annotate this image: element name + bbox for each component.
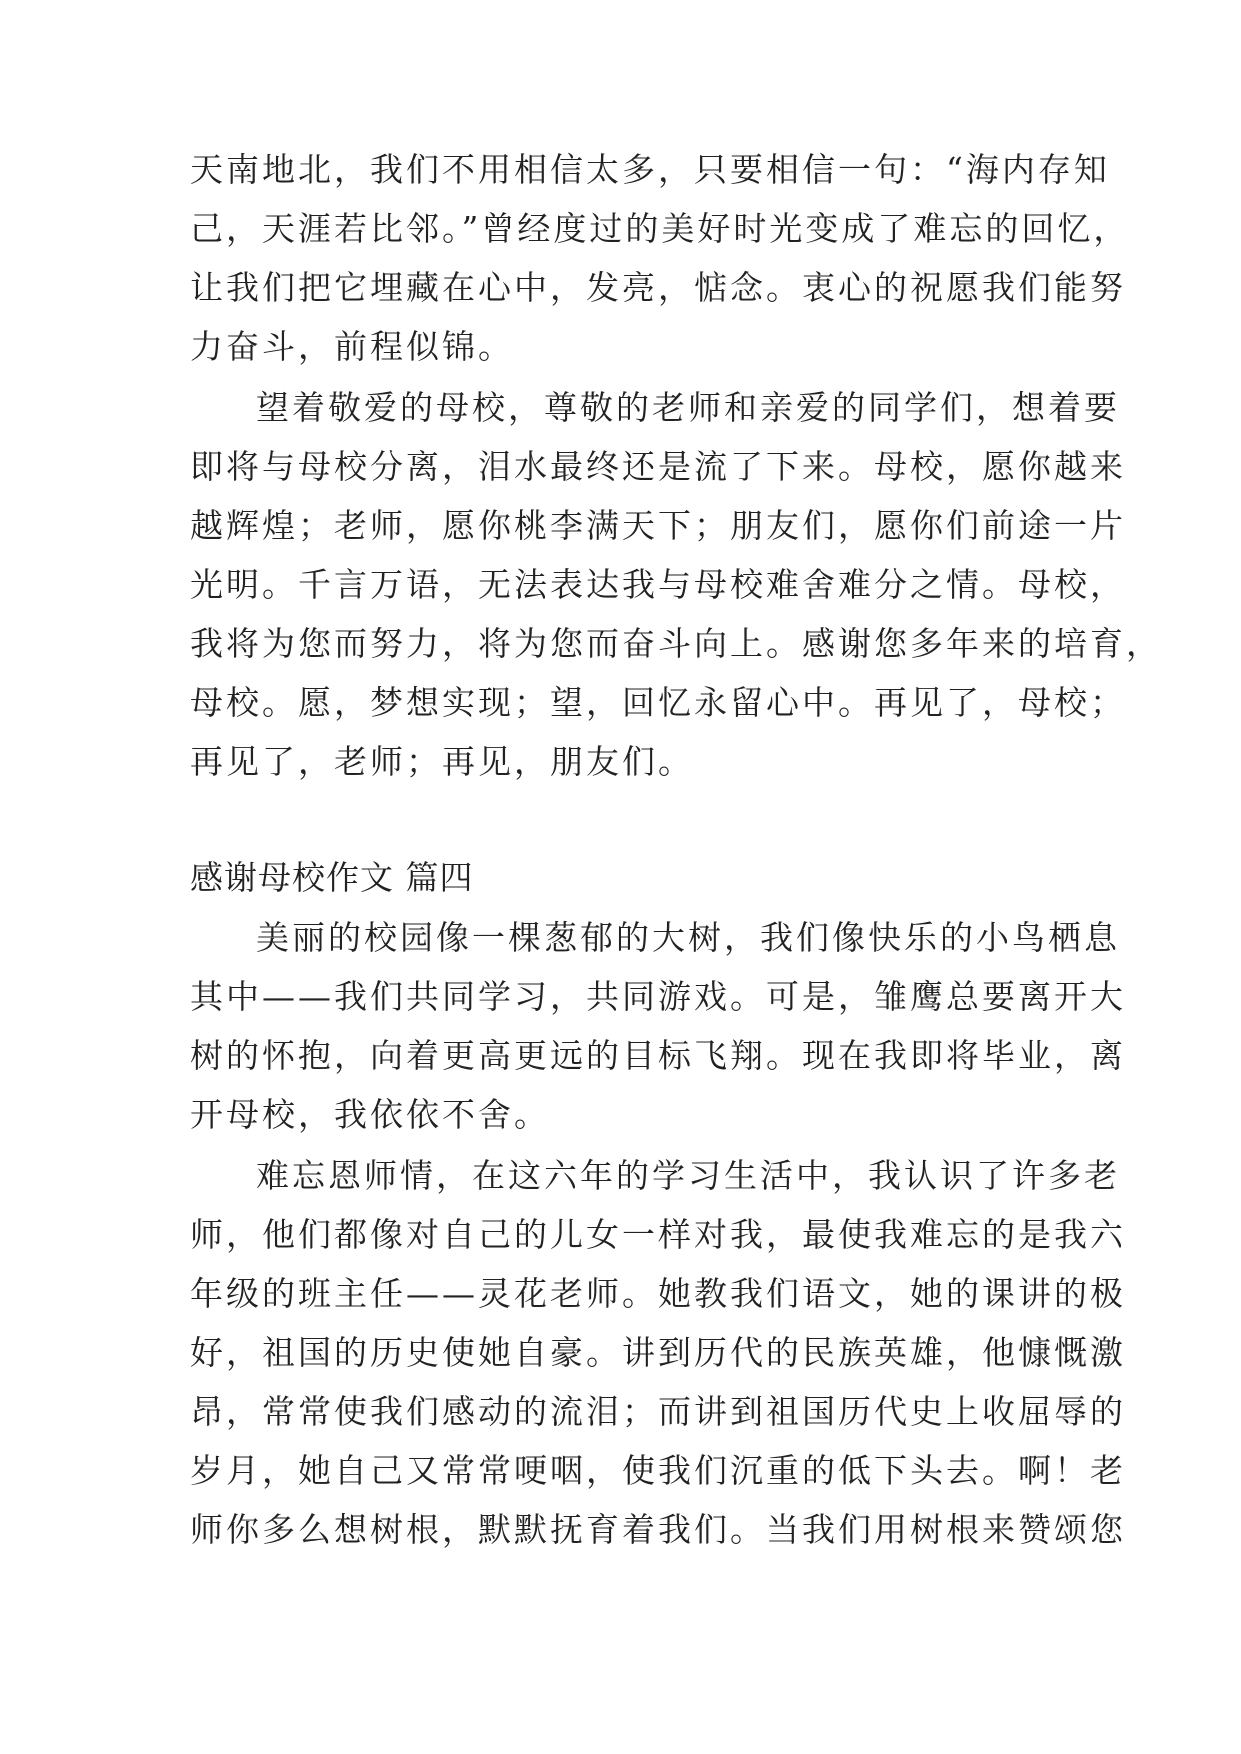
section-heading: 感谢母校作文 篇四 — [190, 858, 474, 897]
paragraph-line: 树的怀抱，向着更高更远的目标飞翔。现在我即将毕业，离 — [190, 1036, 1126, 1075]
paragraph-line: 天南地北，我们不用相信太多，只要相信一句：“海内存知 — [190, 150, 1110, 189]
paragraph-first-line: 望着敬爱的母校，尊敬的老师和亲爱的同学们，想着要 — [256, 388, 1120, 427]
paragraph-line: 昂，常常使我们感动的流泪；而讲到祖国历代史上收屈辱的 — [190, 1392, 1126, 1431]
paragraph-line: 年级的班主任——灵花老师。她教我们语文，她的课讲的极 — [190, 1274, 1126, 1313]
paragraph-line: 我将为您而努力，将为您而奋斗向上。感谢您多年来的培育， — [190, 624, 1162, 663]
paragraph-line: 师你多么想树根，默默抚育着我们。当我们用树根来赞颂您 — [190, 1510, 1126, 1549]
paragraph-line: 己，天涯若比邻。”曾经度过的美好时光变成了难忘的回忆， — [190, 209, 1130, 248]
paragraph-line: 母校。愿，梦想实现；望，回忆永留心中。再见了，母校； — [190, 683, 1126, 722]
paragraph-line: 再见了，老师；再见，朋友们。 — [190, 742, 694, 781]
paragraph-line: 即将与母校分离，泪水最终还是流了下来。母校，愿你越来 — [190, 447, 1126, 486]
paragraph-line: 岁月，她自己又常常哽咽，使我们沉重的低下头去。啊！老 — [190, 1451, 1126, 1490]
paragraph-line: 好，祖国的历史使她自豪。讲到历代的民族英雄，他慷慨激 — [190, 1333, 1126, 1372]
paragraph-first-line: 难忘恩师情，在这六年的学习生活中，我认识了许多老 — [256, 1156, 1120, 1195]
paragraph-first-line: 美丽的校园像一棵葱郁的大树，我们像快乐的小鸟栖息 — [256, 918, 1120, 957]
paragraph-line: 让我们把它埋藏在心中，发亮，惦念。衷心的祝愿我们能努 — [190, 268, 1126, 307]
paragraph-line: 越辉煌；老师，愿你桃李满天下；朋友们，愿你们前途一片 — [190, 506, 1126, 545]
paragraph-line: 开母校，我依依不舍。 — [190, 1095, 550, 1134]
paragraph-line: 力奋斗，前程似锦。 — [190, 327, 514, 366]
paragraph-line: 师，他们都像对自己的儿女一样对我，最使我难忘的是我六 — [190, 1215, 1126, 1254]
paragraph-line: 光明。千言万语，无法表达我与母校难舍难分之情。母校， — [190, 565, 1126, 604]
paragraph-line: 其中——我们共同学习，共同游戏。可是，雏鹰总要离开大 — [190, 977, 1126, 1016]
